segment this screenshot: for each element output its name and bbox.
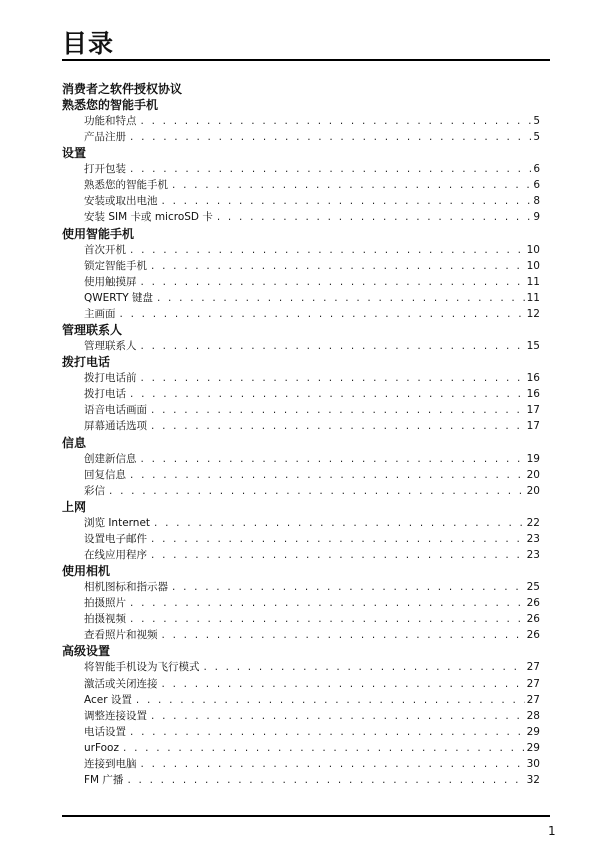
toc-entry[interactable] (84, 306, 540, 322)
toc-entry[interactable] (84, 547, 540, 563)
toc-section-heading[interactable]: 拨打电话 (62, 355, 111, 370)
toc-entry-label: 设置电子邮件 (84, 532, 147, 545)
toc-entry-page: 27 (526, 693, 540, 706)
toc-entry[interactable] (84, 708, 540, 724)
toc-entry[interactable] (84, 129, 540, 145)
toc-entry[interactable] (84, 386, 540, 402)
toc-dot-leader (130, 467, 525, 483)
toc-dot-leader (154, 515, 525, 531)
table-of-contents (62, 81, 540, 788)
toc-section-heading[interactable]: 设置 (62, 146, 87, 161)
toc-entry-label: 屏幕通话选项 (84, 420, 147, 433)
toc-dot-leader (130, 595, 525, 611)
toc-dot-leader (130, 242, 525, 258)
toc-section-heading[interactable]: 高级设置 (62, 644, 111, 659)
toc-entry-page: 16 (526, 372, 540, 385)
toc-dot-leader (151, 402, 525, 418)
toc-entry[interactable] (84, 595, 540, 611)
toc-entry-label: 管理联系人 (84, 340, 137, 353)
toc-entry[interactable] (84, 676, 540, 692)
toc-entry-label: 拍摄照片 (84, 597, 126, 610)
toc-entry[interactable] (84, 177, 540, 193)
toc-entry-label: FM 广播 (84, 774, 124, 787)
toc-dot-leader (141, 370, 525, 386)
toc-entry[interactable] (84, 338, 540, 354)
toc-entry-page: 15 (526, 340, 540, 353)
toc-entry-page: 27 (526, 661, 540, 674)
toc-dot-leader (162, 676, 525, 692)
toc-entry-label: 锁定智能手机 (84, 259, 147, 272)
toc-entry[interactable] (84, 113, 540, 129)
toc-entry-page: 11 (526, 291, 540, 304)
toc-dot-leader (151, 258, 525, 274)
toc-entry-page: 17 (526, 420, 540, 433)
toc-entry[interactable] (84, 193, 540, 209)
toc-entry-label: 主画面 (84, 307, 116, 320)
toc-section-heading[interactable]: 上网 (62, 499, 87, 514)
toc-dot-leader (204, 659, 525, 675)
toc-dot-leader (109, 483, 525, 499)
toc-dot-leader (130, 129, 531, 145)
toc-dot-leader (136, 692, 525, 708)
toc-entry-label: 连接到电脑 (84, 758, 137, 770)
toc-entry-page: 5 (533, 115, 540, 127)
toc-entry-page: 23 (526, 532, 540, 545)
toc-entry-page: 11 (526, 275, 540, 288)
toc-entry-label: 创建新信息 (84, 452, 137, 465)
toc-entry[interactable] (84, 627, 540, 643)
toc-entry-page: 32 (526, 774, 540, 787)
toc-entry-page: 20 (526, 468, 540, 481)
toc-entry-label: 语音电话画面 (84, 404, 147, 417)
toc-entry-page: 10 (526, 243, 540, 256)
toc-entry-page: 23 (526, 548, 540, 561)
toc-entry[interactable] (84, 756, 540, 772)
toc-entry-label: 浏览 Internet (84, 516, 151, 529)
toc-entry-page: 28 (526, 709, 540, 722)
toc-entry-page: 27 (526, 677, 540, 690)
toc-entry-label: 将智能手机设为飞行模式 (84, 661, 200, 674)
toc-dot-leader (130, 386, 525, 402)
toc-entry-label: 相机图标和指示器 (84, 581, 168, 594)
toc-entry-label: urFooz (84, 741, 119, 754)
toc-entry-label: 安装或取出电池 (84, 195, 158, 208)
toc-entry-label: 产品注册 (84, 131, 126, 144)
toc-entry-label: Acer 设置 (84, 693, 132, 706)
toc-entry-page: 10 (526, 259, 540, 272)
toc-entry-label: QWERTY 键盘 (84, 291, 153, 304)
toc-section-heading[interactable]: 熟悉您的智能手机 (62, 98, 159, 112)
toc-entry[interactable] (84, 161, 540, 177)
toc-dot-leader (127, 772, 524, 788)
toc-dot-leader (151, 531, 525, 547)
toc-dot-leader (162, 193, 532, 209)
toc-entry[interactable] (84, 483, 540, 499)
toc-section-heading[interactable]: 使用相机 (62, 564, 111, 579)
toc-dot-leader (217, 209, 531, 225)
toc-entry-label: 彩信 (84, 484, 105, 497)
toc-entry-page: 26 (526, 613, 540, 626)
toc-entry-label: 电话设置 (84, 725, 126, 738)
toc-dot-leader (141, 113, 532, 129)
toc-entry-page: 9 (533, 211, 540, 224)
toc-entry-label: 调整连接设置 (84, 709, 147, 722)
toc-dot-leader (130, 161, 531, 177)
toc-entry-label: 熟悉您的智能手机 (84, 179, 168, 192)
toc-entry[interactable] (84, 515, 540, 531)
toc-entry-page: 29 (526, 725, 540, 738)
toc-entry[interactable] (84, 451, 540, 467)
toc-dot-leader (130, 724, 525, 740)
toc-entry-label: 拨打电话 (84, 388, 126, 401)
toc-entry-page: 30 (526, 758, 540, 770)
toc-entry-page: 25 (526, 581, 540, 594)
toc-entry[interactable] (84, 402, 540, 418)
toc-entry-page: 6 (533, 179, 540, 192)
toc-entry[interactable] (84, 370, 540, 386)
toc-entry-label: 拨打电话前 (84, 372, 137, 385)
toc-entry-page: 26 (526, 597, 540, 610)
toc-entry-page: 12 (526, 307, 540, 320)
toc-entry-page: 6 (533, 163, 540, 176)
toc-entry[interactable] (84, 579, 540, 595)
toc-dot-leader (162, 627, 525, 643)
toc-dot-leader (141, 338, 525, 354)
toc-dot-leader (120, 306, 525, 322)
toc-entry-label: 使用触摸屏 (84, 275, 137, 288)
toc-entry-label: 拍摄视频 (84, 613, 126, 626)
toc-entry[interactable] (84, 772, 540, 788)
toc-entry-page: 17 (526, 404, 540, 417)
toc-dot-leader (123, 740, 525, 756)
toc-entry-page: 5 (533, 131, 540, 144)
toc-entry-label: 查看照片和视频 (84, 629, 158, 642)
top-rule (62, 59, 550, 61)
toc-entry[interactable] (84, 740, 540, 756)
toc-entry[interactable] (84, 531, 540, 547)
toc-dot-leader (151, 708, 525, 724)
toc-entry[interactable] (84, 242, 540, 258)
toc-entry-label: 打开包装 (84, 163, 126, 176)
toc-entry[interactable] (84, 467, 540, 483)
toc-entry[interactable] (84, 659, 540, 675)
toc-entry-label: 功能和特点 (84, 115, 137, 127)
toc-entry[interactable] (84, 290, 540, 306)
toc-entry[interactable] (84, 209, 540, 225)
bottom-rule (62, 815, 550, 817)
toc-dot-leader (151, 418, 525, 434)
toc-entry-label: 回复信息 (84, 468, 126, 481)
toc-dot-leader (141, 274, 525, 290)
toc-section-heading[interactable]: 信息 (62, 435, 87, 450)
toc-entry[interactable] (84, 274, 540, 290)
toc-dot-leader (141, 451, 525, 467)
toc-entry-page: 26 (526, 629, 540, 642)
toc-entry-page: 22 (526, 516, 540, 529)
toc-entry-page: 20 (526, 484, 540, 497)
toc-entry-page: 8 (533, 195, 540, 208)
toc-section-heading[interactable]: 管理联系人 (62, 323, 123, 338)
toc-dot-leader (151, 547, 525, 563)
toc-section-heading[interactable]: 使用智能手机 (62, 226, 135, 241)
toc-entry-page: 29 (526, 741, 540, 754)
toc-dot-leader (130, 611, 525, 627)
toc-entry[interactable] (84, 258, 540, 274)
page-number: 1 (548, 824, 556, 838)
toc-entry-label: 在线应用程序 (84, 548, 147, 561)
toc-entry-label: 首次开机 (84, 243, 126, 256)
toc-entry[interactable] (84, 418, 540, 434)
toc-entry-label: 激活或关闭连接 (84, 677, 158, 690)
toc-entry[interactable] (84, 611, 540, 627)
toc-entry-page: 19 (526, 452, 540, 465)
toc-dot-leader (141, 756, 525, 772)
toc-entry-label: 安装 SIM 卡或 microSD 卡 (84, 211, 213, 224)
toc-entry-page: 16 (526, 388, 540, 401)
page-title: 目录 (62, 29, 115, 58)
toc-dot-leader (157, 290, 525, 306)
toc-dot-leader (172, 579, 525, 595)
toc-section-heading[interactable]: 消费者之软件授权协议 (62, 82, 183, 96)
toc-dot-leader (172, 177, 531, 193)
toc-entry[interactable] (84, 724, 540, 740)
toc-entry[interactable] (84, 692, 540, 708)
